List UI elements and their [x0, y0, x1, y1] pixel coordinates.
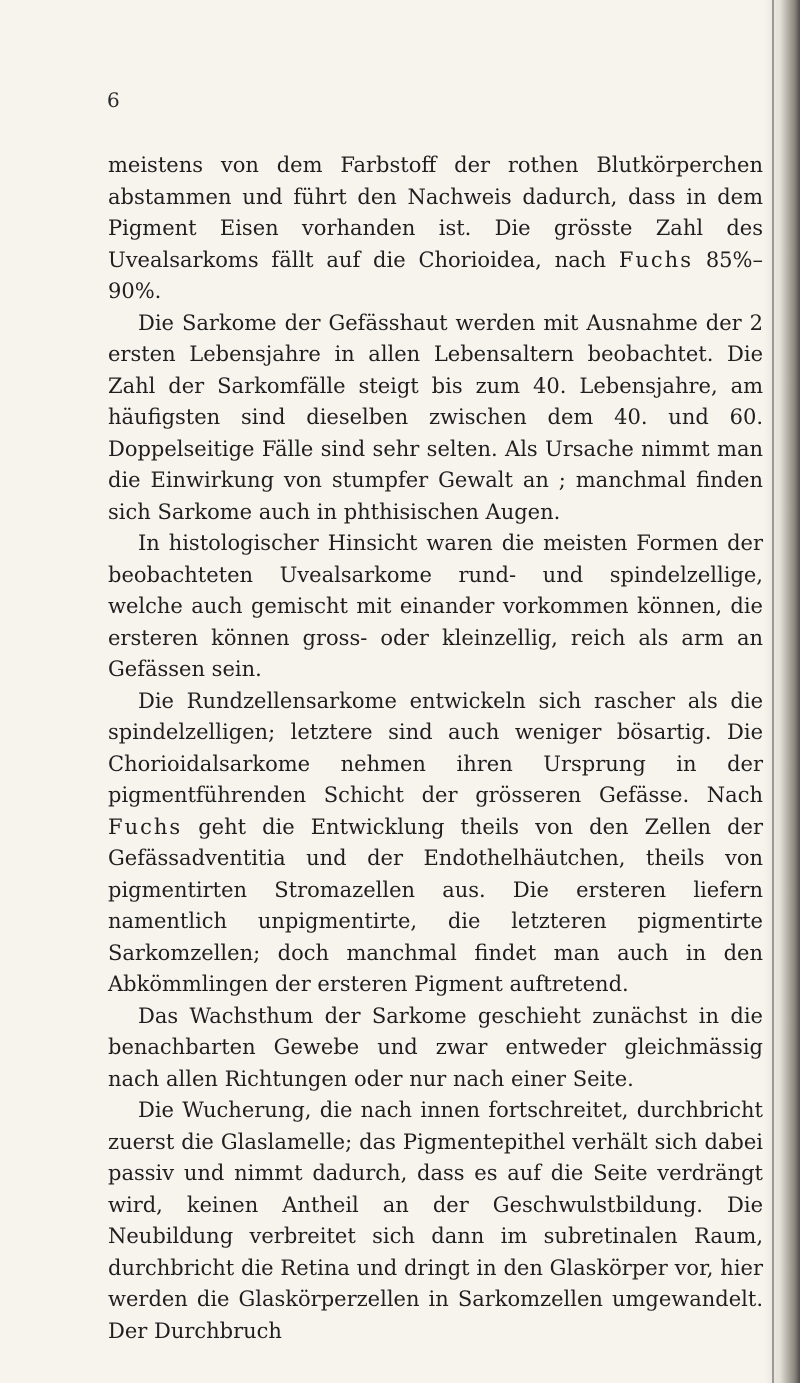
- paragraph: [108, 686, 763, 1001]
- paragraph: [108, 528, 763, 686]
- paragraph: [108, 150, 763, 308]
- page-number: 6: [107, 88, 120, 112]
- paragraph: [108, 1001, 763, 1096]
- author-name: Fuchs: [108, 814, 183, 839]
- paragraph-text: Das Wachsthum der Sarkome geschieht zunächst in die benachbarten Gewebe und zwar entweder gleichmässig nach allen Richtungen oder nur nach einer Seite.: [108, 1003, 763, 1091]
- paragraph: [108, 1095, 763, 1347]
- paragraph-text: Die Sarkome der Gefässhaut werden mit Ausnahme der 2 ersten Lebensjahre in allen Lebensaltern beobachtet. Die Zahl der Sarkomfälle steigt bis zum 40. Lebensjahre, am häufigsten sind dieselben zwischen dem 40. und 60. Doppelseitige Fälle sind sehr selten. Als Ursache nimmt man die Einwirkung von stumpfer Gewalt an ; manchmal finden sich Sarkome auch in phthisischen Augen.: [108, 310, 763, 524]
- paragraph-text: In histologischer Hinsicht waren die meisten Formen der beobachteten Uvealsarkome rund- und spindelzellige, welche auch gemischt mit einander vorkommen können, die ersteren können gross- oder kleinzellig, reich als arm an Gefässen sein.: [108, 531, 763, 681]
- paragraph-text: meistens von dem Farbstoff der rothen Blutkörperchen abstammen und führt den Nachweis dadurch, dass in dem Pigment Eisen vorhanden ist. Die grösste Zahl des Uvealsarkoms fällt auf die Chorioidea, nach: [108, 153, 763, 272]
- paragraph-text: Die Wucherung, die nach innen fortschreitet, durchbricht zuerst die Glaslamelle; das Pigmentepithel verhält sich dabei passiv und nimmt dadurch, dass es auf die Seite verdrängt wird, keinen Antheil an der Geschwulstbildung. Die Neubildung verbreitet sich dann im subretinalen Raum, durchbricht die Retina und dringt in den Glaskörper vor, hier werden die Glaskörperzellen in Sarkomzellen umgewandelt. Der Durchbruch: [108, 1098, 763, 1343]
- page-edge-line: [772, 0, 774, 1383]
- author-name: Fuchs: [618, 247, 693, 272]
- paragraph-text: 85%–90%.: [108, 247, 763, 303]
- page-edge-shadow: [764, 0, 800, 1383]
- body-text: [108, 150, 763, 1347]
- paragraph: [108, 308, 763, 529]
- paragraph-text: Die Rundzellensarkome entwickeln sich rascher als die spindelzelligen; letztere sind auch weniger bösartig. Die Chorioidalsarkome nehmen ihren Ursprung in der pigmentführenden Schicht der grösseren Gefässe. Nach: [108, 688, 763, 807]
- paragraph-text: geht die Entwicklung theils von den Zellen der Gefässadventitia und der Endothelhäutchen, theils von pigmentirten Stromazellen aus. Die ersteren liefern namentlich unpigmentirte, die letzteren pigmentirte Sarkomzellen; doch manchmal findet man auch in den Abkömmlingen der ersteren Pigment auftretend.: [108, 814, 763, 996]
